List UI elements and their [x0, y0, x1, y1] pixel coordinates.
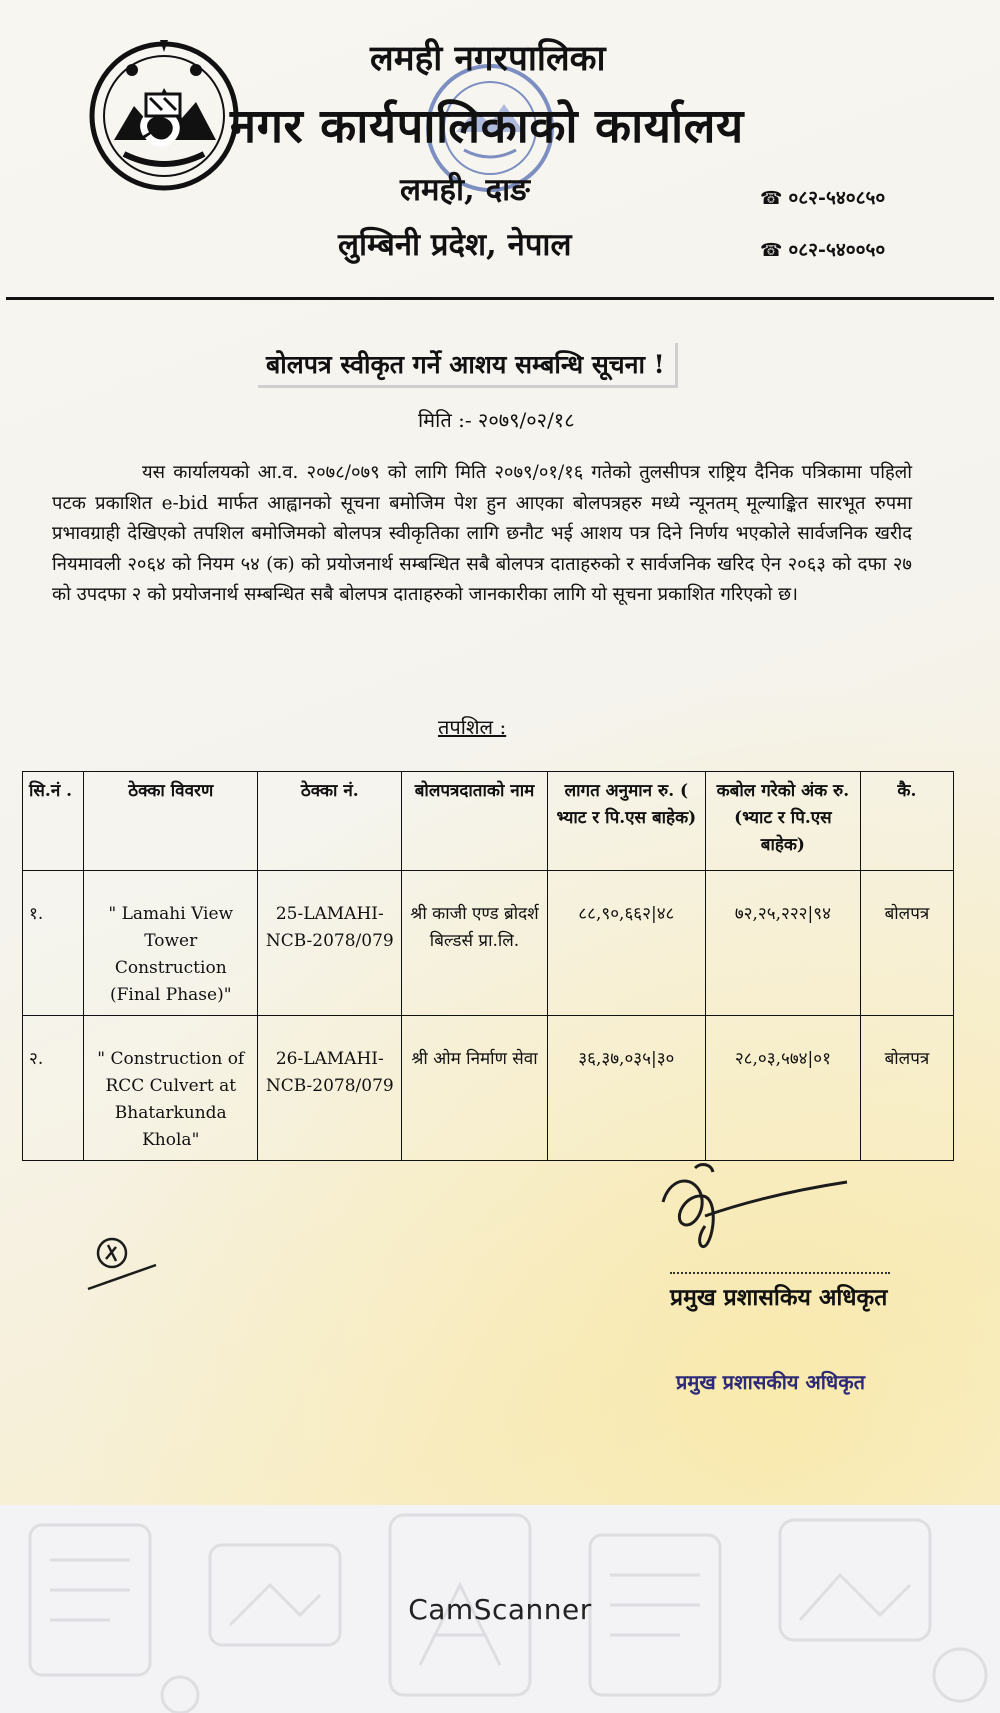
cell-sn: १.	[23, 871, 84, 1016]
stamped-designation: प्रमुख प्रशासकीय अधिकृत	[676, 1370, 865, 1394]
table-row	[23, 1016, 954, 1161]
cell-bidder: श्री काजी एण्ड ब्रोदर्श बिल्डर्स प्रा.लि.	[402, 871, 547, 1016]
cell-contract-no: 26-LAMAHI-NCB-2078/079	[258, 1016, 402, 1161]
cell-description: " Construction of RCC Culvert at Bhatarkunda Khola"	[84, 1016, 258, 1161]
phone-number-1	[760, 184, 885, 210]
signature-line	[670, 1272, 890, 1274]
cell-bid-amount: ७२,२५,२२२|९४	[705, 871, 860, 1016]
municipality-emblem-icon	[84, 36, 244, 196]
scanner-footer	[0, 1505, 1000, 1713]
notice-title: बोलपत्र स्वीकृत गर्ने आशय सम्बन्धि सूचना !	[258, 343, 678, 388]
phone-number-text: ०८२-५४०८५०	[788, 187, 886, 209]
telephone-icon: ☎	[760, 240, 783, 261]
notice-body: यस कार्यालयको आ.व. २०७८/०७९ को लागि मिति २०७९/०१/१६ गतेको तुलसीपत्र राष्ट्रिय दैनिक पत्रिकामा पहिलो पटक प्रकाशित e-bid मार्फत आह्वानको सूचना बमोजिम पेश हुन आएका बोलपत्रहरु मध्ये न्यूनतम् मूल्याङ्कित सारभूत रुपमा प्रभावग्राही देखिएको तपशिल बमोजिमको बोलपत्र स्वीकृतिका लागि छनौट भई आशय पत्र दिने निर्णय भएकोले सार्वजनिक खरीद नियमावली २०६४ को नियम ५४ (क) को प्रयोजनार्थ सम्बन्धित सबै बोलपत्र दाताहरुको र सार्वजनिक खरिद ऐन २०६३ को दफा २७ को उपदफा २ को प्रयोजनार्थ सम्बन्धित सबै बोलपत्र दाताहरुको जानकारीका लागि यो सूचना प्रकाशित गरिएको छ।	[52, 462, 912, 605]
phone-number-2	[760, 236, 885, 262]
header-estimate: लागत अनुमान रु. ( भ्याट र पि.एस बाहेक)	[547, 772, 705, 871]
header-remarks: कै.	[860, 772, 953, 871]
page-number-mark-icon	[82, 1225, 162, 1295]
municipality-name: लमही नगरपालिका	[370, 38, 606, 79]
header-description: ठेक्का विवरण	[84, 772, 258, 871]
cell-description: " Lamahi View Tower Construction (Final Phase)"	[84, 871, 258, 1016]
header-divider	[6, 297, 994, 300]
telephone-icon: ☎	[760, 188, 783, 209]
header-sn: सि.नं .	[23, 772, 84, 871]
table-row	[23, 871, 954, 1016]
province-line: लुम्बिनी प्रदेश, नेपाल	[338, 227, 572, 263]
office-name: नगर कार्यपालिकाको कार्यालय	[230, 99, 744, 154]
table-header-row	[23, 772, 954, 871]
cell-bidder: श्री ओम निर्माण सेवा	[402, 1016, 547, 1161]
cell-bid-amount: २८,०३,५७४|०१	[705, 1016, 860, 1161]
cell-remarks: बोलपत्र	[860, 871, 953, 1016]
cell-estimate: ३६,३७,०३५|३०	[547, 1016, 705, 1161]
cell-remarks: बोलपत्र	[860, 1016, 953, 1161]
header-bidder: बोलपत्रदाताको नाम	[402, 772, 547, 871]
schedule-label: तपशिल :	[438, 715, 507, 739]
signature-icon	[655, 1160, 855, 1260]
phone-number-text: ०८२-५४००५०	[788, 239, 886, 261]
cell-sn: २.	[23, 1016, 84, 1161]
cell-contract-no: 25-LAMAHI-NCB-2078/079	[258, 871, 402, 1016]
header-contract-no: ठेक्का नं.	[258, 772, 402, 871]
tender-table	[22, 771, 954, 1161]
notice-date: मिति :- २०७९/०२/१८	[418, 408, 575, 432]
header-bid-amount: कबोल गरेको अंक रु. (भ्याट र पि.एस बाहेक)	[705, 772, 860, 871]
camscanner-label: CamScanner	[408, 1593, 592, 1626]
signatory-title: प्रमुख प्रशासकिय अधिकृत	[670, 1284, 888, 1311]
cell-estimate: ८८,९०,६६२|४८	[547, 871, 705, 1016]
location-line: लमही, दाङ	[400, 172, 530, 208]
